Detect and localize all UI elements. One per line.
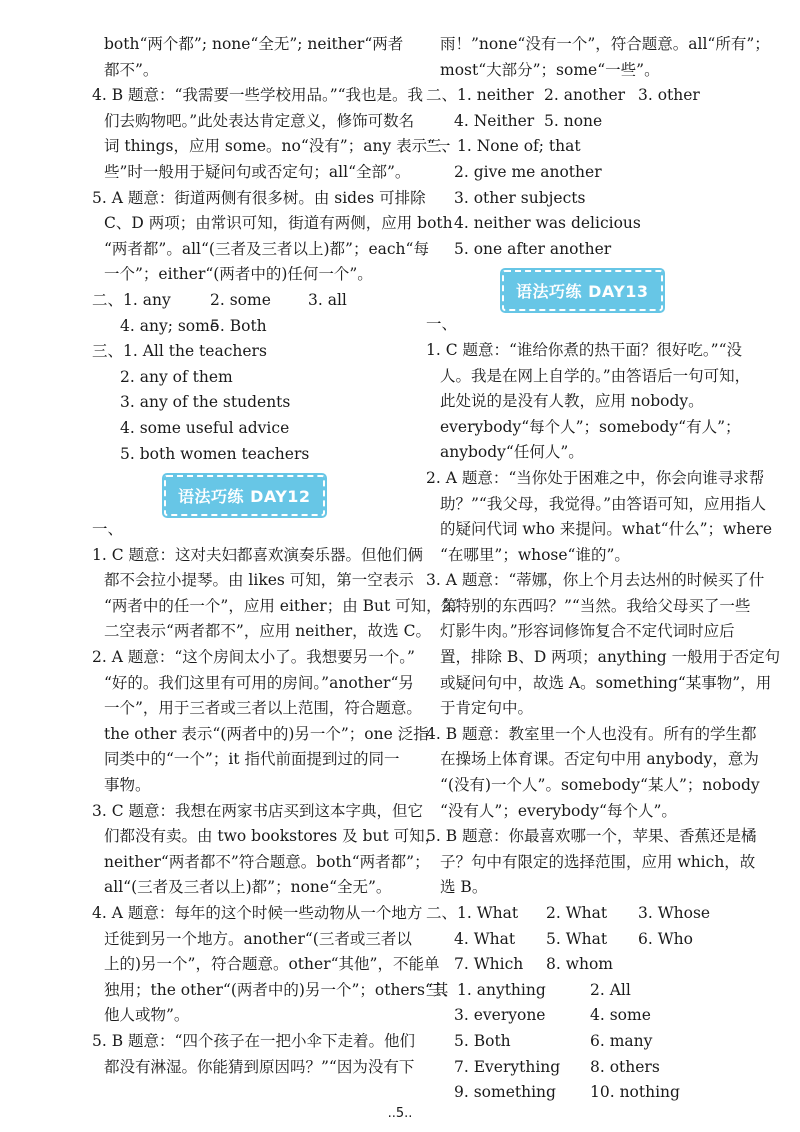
text-line <box>426 364 751 390</box>
text-line <box>426 58 744 84</box>
text-line <box>426 466 765 492</box>
line-text: 事物。 <box>104 776 151 795</box>
answer-cell: 5. Both <box>210 316 267 335</box>
text-line <box>92 32 410 58</box>
text-line <box>92 747 410 773</box>
answer-cell: 3. all <box>308 290 347 309</box>
line-text: 4. neither was delicious <box>454 214 641 233</box>
answer-cell: 7. Everything <box>454 1057 561 1076</box>
text-line <box>92 517 410 543</box>
answer-cell: 二、1. any <box>92 290 171 309</box>
line-text: both“两个都”; none“全无”; neither“两者 <box>104 35 404 53</box>
text-line <box>426 517 773 543</box>
line-text: the other 表示“(两者中的)另一个”；one 泛指 <box>104 724 429 743</box>
line-text: 们去购物吧。”此处表达肯定意义，修饰可数名 <box>104 111 415 130</box>
text-line <box>426 1055 744 1081</box>
line-text: most“大部分”；some“一些”。 <box>440 60 660 79</box>
text-line <box>426 237 744 263</box>
text-line <box>92 134 451 160</box>
text-line <box>426 492 767 518</box>
answer-cell: 二、1. neither <box>426 86 534 105</box>
line-text: 3. any of the students <box>120 393 291 412</box>
line-text: 二空表示“两者都不”，应用 neither，故选 C。 <box>104 622 431 641</box>
text-line <box>426 978 744 1004</box>
text-line <box>426 875 744 901</box>
text-line <box>426 312 744 338</box>
line-text: 5. both women teachers <box>120 444 310 463</box>
answer-cell: 二、1. What <box>426 904 519 922</box>
text-line <box>426 901 744 927</box>
line-text: 2. give me another <box>454 162 602 181</box>
section-title-badge: 语法巧练 DAY13 <box>502 270 663 311</box>
answer-cell: 三、1. anything <box>426 980 546 999</box>
text-line <box>426 440 744 466</box>
section-header <box>426 262 744 312</box>
text-line <box>92 901 423 927</box>
line-text: 一个”；either“(两者中的)任何一个”。 <box>104 265 373 284</box>
line-text: 词 things，应用 some。no“没有”；any 表示“一 <box>104 137 451 156</box>
text-line <box>92 442 410 468</box>
line-text: 一、 <box>92 520 124 539</box>
line-text: 5. one after another <box>454 239 612 258</box>
line-text: 2. A 题意：“这个房间太小了。我想要另一个。” <box>92 648 415 667</box>
text-line <box>92 619 431 645</box>
section-header <box>92 467 410 517</box>
line-text: 他人或物”。 <box>104 1006 190 1025</box>
line-text: 选 B。 <box>440 878 488 897</box>
text-line <box>426 799 744 825</box>
line-text: 5. B 题意：你最喜欢哪一个，苹果、香蕉还是橘 <box>426 827 757 846</box>
line-text: 都没有淋湿。你能猜到原因吗？”“因为没有下 <box>104 1057 415 1076</box>
text-line <box>426 32 770 58</box>
line-text: 迁徙到另一个地方。another“(三者或三者以 <box>104 929 412 948</box>
text-line <box>92 850 430 876</box>
text-line <box>426 671 772 697</box>
line-text: 4. B 题意：“我需要一些学校用品。”“我也是。我 <box>92 86 424 105</box>
answer-cell: 7. Which <box>454 955 524 974</box>
line-text: “(没有)一个人”。somebody“某人”；nobody <box>440 776 760 795</box>
answer-cell: 3. everyone <box>454 1006 546 1025</box>
line-text: 2. A 题意：“当你处于困难之中，你会向谁寻求帮 <box>426 468 765 487</box>
answer-cell: 3. Whose <box>638 904 711 922</box>
answer-cell: 4. Neither <box>454 111 535 130</box>
text-line <box>92 927 410 953</box>
line-text: 三、1. None of; that <box>426 137 581 156</box>
text-line <box>426 927 744 953</box>
text-line <box>92 1003 410 1029</box>
text-line <box>92 645 415 671</box>
text-line <box>426 645 781 671</box>
text-line <box>92 799 424 825</box>
text-line <box>426 722 757 748</box>
line-text: C、D 两项；由常识可知，街道有两侧，应用 both <box>104 214 453 233</box>
text-line <box>426 134 744 160</box>
line-text: 5. B 题意：“四个孩子在一把小伞下走着。他们 <box>92 1031 415 1050</box>
answer-cell: 4. any; some <box>120 316 220 335</box>
line-text: 3. A 题意：“蒂娜，你上个月去达州的时候买了什 <box>426 571 765 590</box>
text-line <box>426 186 744 212</box>
answer-cell: 8. whom <box>546 955 613 974</box>
text-line <box>426 747 759 773</box>
line-text: 1. C 题意：“谁给你煮的热干面？很好吃。”“没 <box>426 340 743 359</box>
answer-cell: 5. Both <box>454 1031 511 1050</box>
text-line <box>92 594 458 620</box>
line-text: all“(三者及三者以上)都”；none“全无”。 <box>104 878 392 897</box>
text-line <box>426 773 760 799</box>
line-text: 灯影牛肉。”形容词修饰复合不定代词时应后 <box>440 622 735 641</box>
line-text: “两者中的任一个”，应用 either；由 But 可知，第 <box>104 596 458 615</box>
line-text: 们都没有卖。由 two bookstores 及 but 可知， <box>104 827 441 846</box>
text-line <box>426 1003 744 1029</box>
line-text: 上的)另一个”，符合题意。other“其他”，不能单 <box>104 955 440 974</box>
text-line <box>92 978 449 1004</box>
text-line <box>92 365 410 391</box>
left-column <box>92 32 458 1080</box>
text-line <box>92 262 410 288</box>
text-line <box>92 875 410 901</box>
answer-cell: 5. What <box>546 929 608 948</box>
text-line <box>426 160 744 186</box>
line-text: 1. C 题意：这对夫妇都喜欢演奏乐器。但他们俩 <box>92 545 424 564</box>
line-text: 4. B 题意：教室里一个人也没有。所有的学生都 <box>426 724 757 743</box>
text-line <box>426 83 744 109</box>
text-line <box>92 1055 415 1081</box>
text-line <box>426 850 756 876</box>
text-line <box>426 211 744 237</box>
text-line <box>92 288 410 314</box>
text-line <box>92 237 429 263</box>
text-line <box>426 952 744 978</box>
line-text: anybody“任何人”。 <box>440 443 584 462</box>
right-column <box>426 32 781 1106</box>
answer-cell: 5. none <box>544 111 603 130</box>
line-text: 5. A 题意：街道两侧有很多树。由 sides 可排除 <box>92 188 426 207</box>
text-line <box>92 58 410 84</box>
line-text: everybody“每个人”；somebody“有人”； <box>440 417 741 436</box>
text-line <box>92 109 415 135</box>
line-text: 的疑问代词 who 来提问。what“什么”；where <box>440 520 773 539</box>
line-text: 么特别的东西吗？”“当然。我给父母买了一些 <box>440 596 751 615</box>
line-text: 人。我是在网上自学的。”由答语后一句可知， <box>440 366 751 385</box>
line-text: “没有人”；everybody“每个人”。 <box>440 801 677 820</box>
text-line <box>92 824 441 850</box>
text-line <box>92 1029 415 1055</box>
answer-cell: 3. other <box>638 86 700 105</box>
line-text: “好的。我们这里有可用的房间。”another“另 <box>104 673 414 692</box>
answer-cell: 9. something <box>454 1083 556 1102</box>
text-line <box>92 390 410 416</box>
line-text: 3. other subjects <box>454 188 586 207</box>
text-line <box>426 619 744 645</box>
line-text: 三、1. All the teachers <box>92 342 267 361</box>
text-line <box>92 696 422 722</box>
answer-cell: 2. another <box>544 86 626 105</box>
text-line <box>92 160 410 186</box>
answer-cell: 6. many <box>590 1031 653 1050</box>
answer-cell: 10. nothing <box>590 1083 680 1102</box>
line-text: 在操场上体育课。否定句中用 anybody，意为 <box>440 750 759 769</box>
text-line <box>426 696 744 722</box>
section-title-badge: 语法巧练 DAY12 <box>164 475 325 516</box>
line-text: 一个”，用于三者或三者以上范围，符合题意。 <box>104 699 422 718</box>
text-line <box>426 594 751 620</box>
line-text: 4. some useful advice <box>120 418 290 437</box>
answer-cell: 4. What <box>454 929 516 948</box>
text-line <box>92 722 429 748</box>
text-line <box>92 314 410 340</box>
text-line <box>426 415 744 441</box>
line-text: 都不会拉小提琴。由 likes 可知，第一空表示 <box>104 571 414 590</box>
line-text: 独用；the other“(两者中的)另一个”；others“其 <box>104 980 449 999</box>
text-line <box>426 568 765 594</box>
text-line <box>426 109 744 135</box>
line-text: 或疑问句中，故选 A。something“某事物”，用 <box>440 673 772 692</box>
text-line <box>92 416 410 442</box>
line-text: “两者都”。all“(三者及三者以上)都”；each“每 <box>104 239 429 258</box>
text-line <box>426 1080 744 1106</box>
line-text: 一、 <box>426 315 458 334</box>
text-line <box>92 339 410 365</box>
line-text: 同类中的“一个”；it 指代前面提到过的同一 <box>104 750 400 769</box>
answer-cell: 6. Who <box>638 929 693 948</box>
line-text: “在哪里”；whose“谁的”。 <box>440 545 630 564</box>
answer-cell: 8. others <box>590 1057 660 1076</box>
text-line <box>426 389 744 415</box>
line-text: neither“两者都不”符合题意。both“两者都”； <box>104 852 430 871</box>
text-line <box>426 1029 744 1055</box>
line-text: 助？”“我父母，我觉得。”由答语可知，应用指人 <box>440 494 767 513</box>
line-text: 子？句中有限定的选择范围，应用 which，故 <box>440 852 756 871</box>
text-line <box>92 952 440 978</box>
answer-cell: 2. All <box>590 980 631 999</box>
text-line <box>92 543 424 569</box>
answer-cell: 4. some <box>590 1006 651 1025</box>
line-text: 此处说的是没有人教，应用 nobody。 <box>440 392 704 411</box>
line-text: 都不”。 <box>104 60 159 79</box>
text-line <box>92 186 426 212</box>
line-text: 4. A 题意：每年的这个时候一些动物从一个地方 <box>92 904 423 922</box>
line-text: 3. C 题意：我想在两家书店买到这本字典，但它 <box>92 801 424 820</box>
text-line <box>92 773 410 799</box>
text-line <box>92 83 424 109</box>
text-line <box>92 568 414 594</box>
line-text: 于肯定句中。 <box>440 699 534 718</box>
text-line <box>426 338 744 364</box>
text-line <box>92 671 414 697</box>
text-line <box>92 211 453 237</box>
answer-cell: 2. some <box>210 290 271 309</box>
text-line <box>426 543 744 569</box>
line-text: 雨！”none“没有一个”，符合题意。all“所有”； <box>440 35 770 53</box>
line-text: 置，排除 B、D 两项；anything 一般用于否定句 <box>440 648 781 667</box>
line-text: 些”时一般用于疑问句或否定句；all“全部”。 <box>104 162 411 181</box>
text-line <box>426 824 757 850</box>
page-number: ..5.. <box>387 1106 413 1121</box>
line-text: 2. any of them <box>120 367 233 386</box>
answer-cell: 2. What <box>546 904 608 922</box>
